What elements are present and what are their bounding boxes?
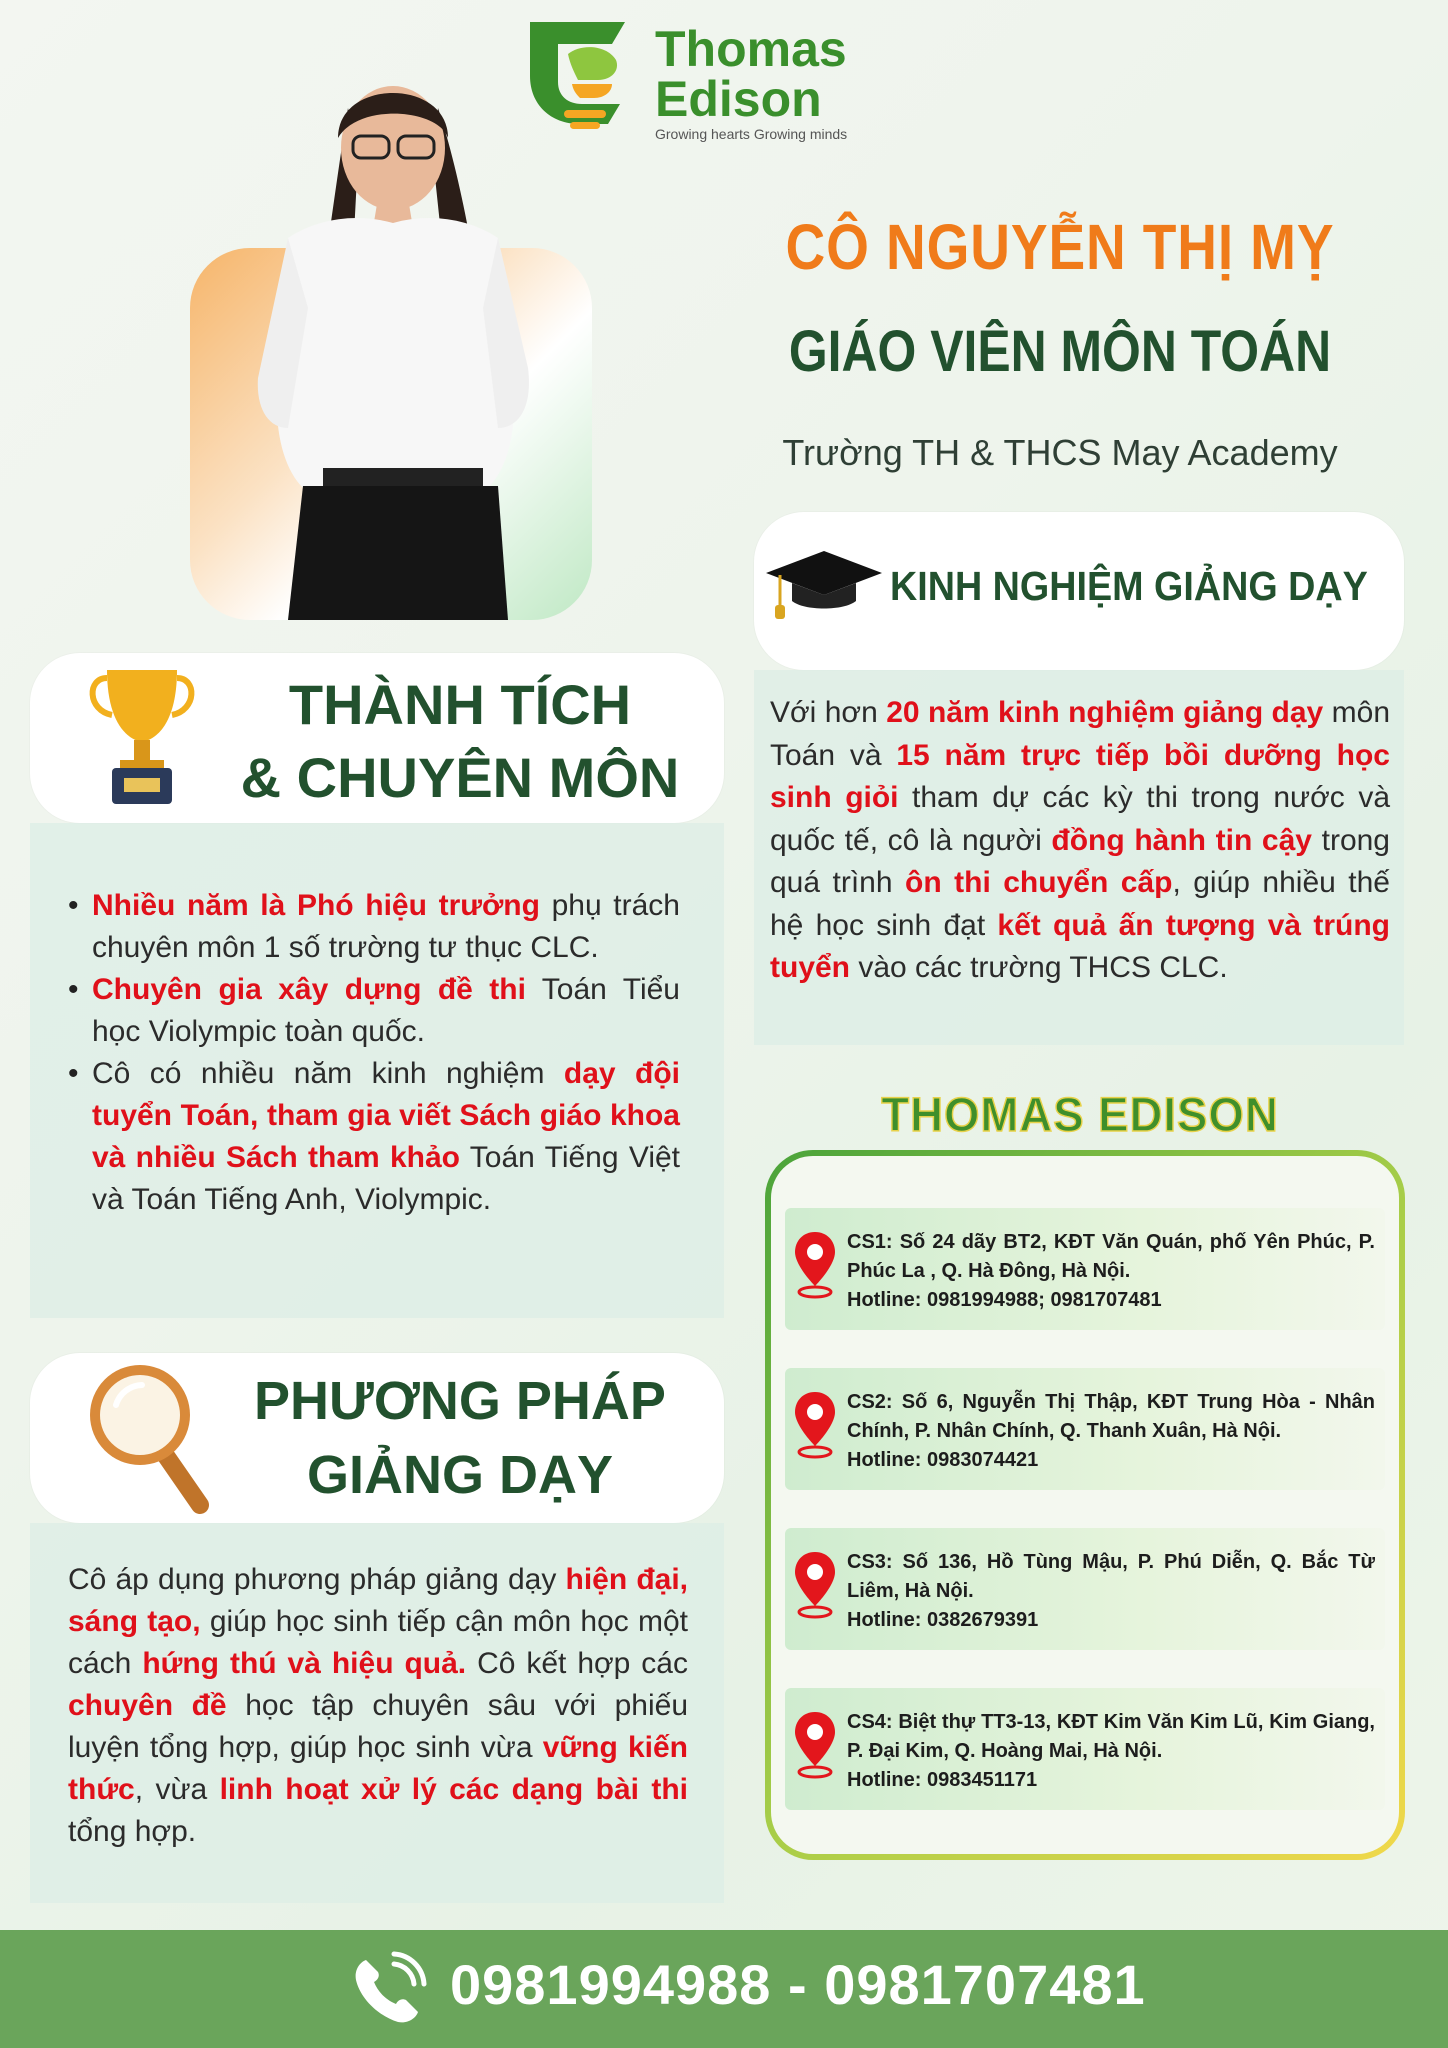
list-item: • Nhiều năm là Phó hiệu trưởng phụ trách chuyên môn 1 số trường tư thục CLC. [68, 885, 680, 969]
teacher-photo [228, 48, 558, 620]
teacher-role: GIÁO VIÊN MÔN TOÁN [788, 319, 1332, 384]
campus-address: CS3: Số 136, Hồ Tùng Mậu, P. Phú Diễn, Q. Bắc Từ Liêm, Hà Nội. Hotline: 0382679391 [847, 1551, 1375, 1631]
location-pin-icon [793, 1550, 837, 1620]
phone-icon [348, 1950, 428, 2030]
campuses-title: THOMAS EDISON [881, 1089, 1279, 1142]
brand-logo [520, 14, 860, 144]
graduation-cap-icon [764, 543, 884, 623]
campus-item-4 [785, 1688, 1385, 1810]
list-item: • Chuyên gia xây dựng đề thi Toán Tiểu học Violympic toàn quốc. [68, 969, 680, 1053]
campus-item-2 [785, 1368, 1385, 1490]
location-pin-icon [793, 1710, 837, 1780]
footer-phone-numbers: 0981994988 - 0981707481 [450, 1953, 1146, 2016]
method-title-line2: GIẢNG DẠY [306, 1445, 614, 1505]
achievements-list [68, 885, 680, 1221]
brand-word-edison: Edison [655, 71, 822, 127]
campus-item-1 [785, 1208, 1385, 1330]
brand-word-thomas: Thomas [655, 21, 847, 77]
location-pin-icon [793, 1390, 837, 1460]
campus-address: CS4: Biệt thự TT3-13, KĐT Kim Văn Kim Lũ, Kim Giang, P. Đại Kim, Q. Hoàng Mai, Hà Nội. Hotline: 0983451171 [847, 1711, 1375, 1791]
magnifier-icon [82, 1357, 212, 1517]
trophy-icon [82, 660, 202, 810]
list-item: • Cô có nhiều năm kinh nghiệm dạy đội tuyển Toán, tham gia viết Sách giáo khoa và nhiều Sách tham khảo Toán Tiếng Việt và Toán Tiếng Anh, Violympic. [68, 1053, 680, 1221]
campus-item-3 [785, 1528, 1385, 1650]
campus-address: CS1: Số 24 dãy BT2, KĐT Văn Quán, phố Yên Phúc, P. Phúc La , Q. Hà Đông, Hà Nội. Hotline: 0981994988; 0981707481 [847, 1231, 1375, 1311]
experience-title: KINH NGHIỆM GIẢNG DẠY [890, 563, 1368, 609]
campus-address: CS2: Số 6, Nguyễn Thị Thập, KĐT Trung Hòa - Nhân Chính, P. Nhân Chính, Q. Thanh Xuân, Hà Nội. Hotline: 0983074421 [847, 1391, 1375, 1471]
location-pin-icon [793, 1230, 837, 1300]
method-text: Cô áp dụng phương pháp giảng dạy hiện đại, sáng tạo, giúp học sinh tiếp cận môn học một cách hứng thú và hiệu quả. Cô kết hợp các chuyên đề học tập chuyên sâu với phiếu luyện tổng hợp, giúp học sinh vừa vững kiến thức, vừa linh hoạt xử lý các dạng bài thi tổng hợp. [68, 1563, 689, 1848]
experience-text: Với hơn 20 năm kinh nghiệm giảng dạy môn Toán và 15 năm trực tiếp bồi dưỡng học sinh giỏi tham dự các kỳ thi trong nước và quốc tế, cô là người đồng hành tin cậy trong quá trình ôn thi chuyển cấp, giúp nhiều thế hệ học sinh đạt kết quả ấn tượng và trúng tuyển vào các trường THCS CLC. [770, 696, 1391, 984]
method-title-line1: PHƯƠNG PHÁP [254, 1371, 666, 1431]
brand-tagline: Growing hearts Growing minds [655, 126, 848, 142]
achievements-title-line1: THÀNH TÍCH [288, 673, 632, 736]
teacher-name: CÔ NGUYỄN THỊ MỴ [785, 211, 1335, 283]
achievements-title-line2: & CHUYÊN MÔN [240, 746, 680, 809]
teacher-school: Trường TH & THCS May Academy [782, 432, 1338, 473]
